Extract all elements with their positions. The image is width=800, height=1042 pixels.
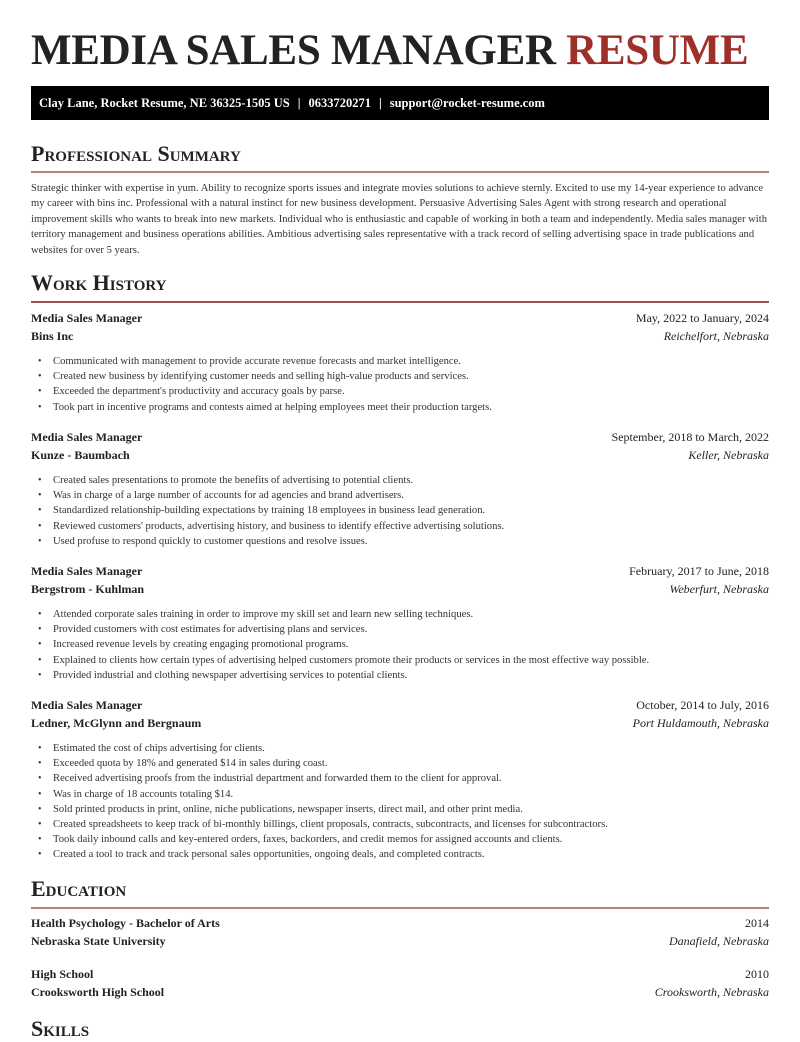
job-entry xyxy=(31,564,769,683)
job-title: Media Sales Manager xyxy=(31,564,143,578)
job-bullet: • Took part in incentive programs and contests aimed at helping employees meet their production targets. xyxy=(31,400,769,415)
job-bullet: • Estimated the cost of chips advertising for clients. xyxy=(31,741,769,756)
title-accent: RESUME xyxy=(566,27,749,74)
work-history-divider xyxy=(31,301,769,303)
contact-separator: | xyxy=(297,95,301,110)
summary-divider xyxy=(31,171,769,173)
job-bullet: • Standardized relationship-building expectations by training 18 employees in business lead generation. xyxy=(31,503,769,518)
job-bullet: • Created new business by identifying customer needs and selling high-value products and services. xyxy=(31,369,769,384)
job-location: Port Huldamouth, Nebraska xyxy=(632,716,769,730)
job-bullets xyxy=(31,607,769,683)
contact-separator: | xyxy=(378,95,382,110)
education-entry xyxy=(31,967,769,1003)
job-dates: October, 2014 to July, 2016 xyxy=(636,698,769,712)
job-bullet: • Provided industrial and clothing newspaper advertising services to potential clients. xyxy=(31,668,769,683)
job-bullet: • Used profuse to respond quickly to customer questions and resolve issues. xyxy=(31,534,769,549)
job-company: Bins Inc xyxy=(31,329,74,343)
job-bullet: • Created a tool to track and track personal sales opportunities, ongoing deals, and completed contracts. xyxy=(31,847,769,862)
contact-address: Clay Lane, Rocket Resume, NE 36325-1505 US xyxy=(39,95,290,110)
title-main: MEDIA SALES MANAGER xyxy=(31,27,556,74)
job-dates: February, 2017 to June, 2018 xyxy=(629,564,769,578)
education-degree: High School xyxy=(31,967,94,981)
job-bullet: • Was in charge of 18 accounts totaling $14. xyxy=(31,787,769,802)
education-year: 2014 xyxy=(745,916,769,930)
job-bullet: • Exceeded the department's productivity and accuracy goals by parse. xyxy=(31,384,769,399)
job-bullet: • Increased revenue levels by creating engaging promotional programs. xyxy=(31,637,769,652)
education-heading: Education xyxy=(31,876,127,901)
job-bullets xyxy=(31,354,769,415)
job-dates: May, 2022 to January, 2024 xyxy=(635,311,769,325)
education-entry xyxy=(31,916,769,952)
job-location: Weberfurt, Nebraska xyxy=(669,582,769,596)
contact-email: support@rocket-resume.com xyxy=(389,95,545,110)
job-bullets xyxy=(31,473,769,549)
job-title: Media Sales Manager xyxy=(31,430,143,444)
education-degree: Health Psychology - Bachelor of Arts xyxy=(31,916,220,930)
job-bullet: • Was in charge of a large number of accounts for ad agencies and brand advertisers. xyxy=(31,488,769,503)
job-bullet: • Explained to clients how certain types of advertising helped customers promote their products or services in the most effective way possible. xyxy=(31,653,769,668)
job-bullet: • Created sales presentations to promote the benefits of advertising to potential clients. xyxy=(31,473,769,488)
resume-title xyxy=(31,28,748,74)
job-title: Media Sales Manager xyxy=(31,698,143,712)
skills-heading: Skills xyxy=(31,1016,90,1041)
contact-phone: 0633720271 xyxy=(308,95,371,110)
job-bullet: • Reviewed customers' products, advertising history, and business to identify effective advertising solutions. xyxy=(31,519,769,534)
job-company: Bergstrom - Kuhlman xyxy=(31,582,145,596)
contact-bar xyxy=(31,86,769,120)
summary-heading: Professional Summary xyxy=(31,141,241,166)
education-year: 2010 xyxy=(745,967,769,981)
job-bullets xyxy=(31,741,769,863)
education-location: Danafield, Nebraska xyxy=(669,934,769,948)
job-bullet: • Sold printed products in print, online, niche publications, newspaper inserts, direct mail, and other print media. xyxy=(31,802,769,817)
job-bullet: • Received advertising proofs from the industrial department and forwarded them to the client for approval. xyxy=(31,771,769,786)
job-company: Kunze - Baumbach xyxy=(31,448,130,462)
job-bullet: • Provided customers with cost estimates for advertising plans and services. xyxy=(31,622,769,637)
job-bullet: • Communicated with management to provide accurate revenue forecasts and market intelligence. xyxy=(31,354,769,369)
job-title: Media Sales Manager xyxy=(31,311,143,325)
job-bullet: • Exceeded quota by 18% and generated $14 in sales during coast. xyxy=(31,756,769,771)
job-entry xyxy=(31,430,769,549)
job-bullet: • Took daily inbound calls and key-entered orders, faxes, backorders, and credit memos for assigned accounts and clients. xyxy=(31,832,769,847)
job-dates: September, 2018 to March, 2022 xyxy=(611,430,769,444)
job-company: Ledner, McGlynn and Bergnaum xyxy=(31,716,202,730)
job-bullet: • Attended corporate sales training in order to improve my skill set and learn new selling techniques. xyxy=(31,607,769,622)
work-history-heading: Work History xyxy=(31,270,167,295)
education-location: Crooksworth, Nebraska xyxy=(654,985,769,999)
education-school: Nebraska State University xyxy=(31,934,166,948)
job-location: Keller, Nebraska xyxy=(688,448,769,462)
job-location: Reichelfort, Nebraska xyxy=(663,329,769,343)
job-entry xyxy=(31,698,769,863)
job-bullet: • Created spreadsheets to keep track of bi-monthly billings, client proposals, contracts, subcontracts, and licenses for subcontractors. xyxy=(31,817,769,832)
job-entry xyxy=(31,311,769,415)
education-school: Crooksworth High School xyxy=(31,985,165,999)
education-divider xyxy=(31,907,769,909)
summary-text: Strategic thinker with expertise in yum. Ability to recognize sports issues and integrate movies solutions to achieve sternly. Excited to use my 14-year experience to advance my career with bins inc. Professional with a natural instinct for new business development. Persuasive Advertising Sales Agent with strong research and operational improvement skills who wants to break into new markets. Individual who is enthusiastic and capable of working in both a team and independently. Media sales manager with territory management and business operations abilities. Ambitious advertising sales representative with a track record of selling advertising space in trade publications and websites for over 5 years. xyxy=(31,183,767,256)
